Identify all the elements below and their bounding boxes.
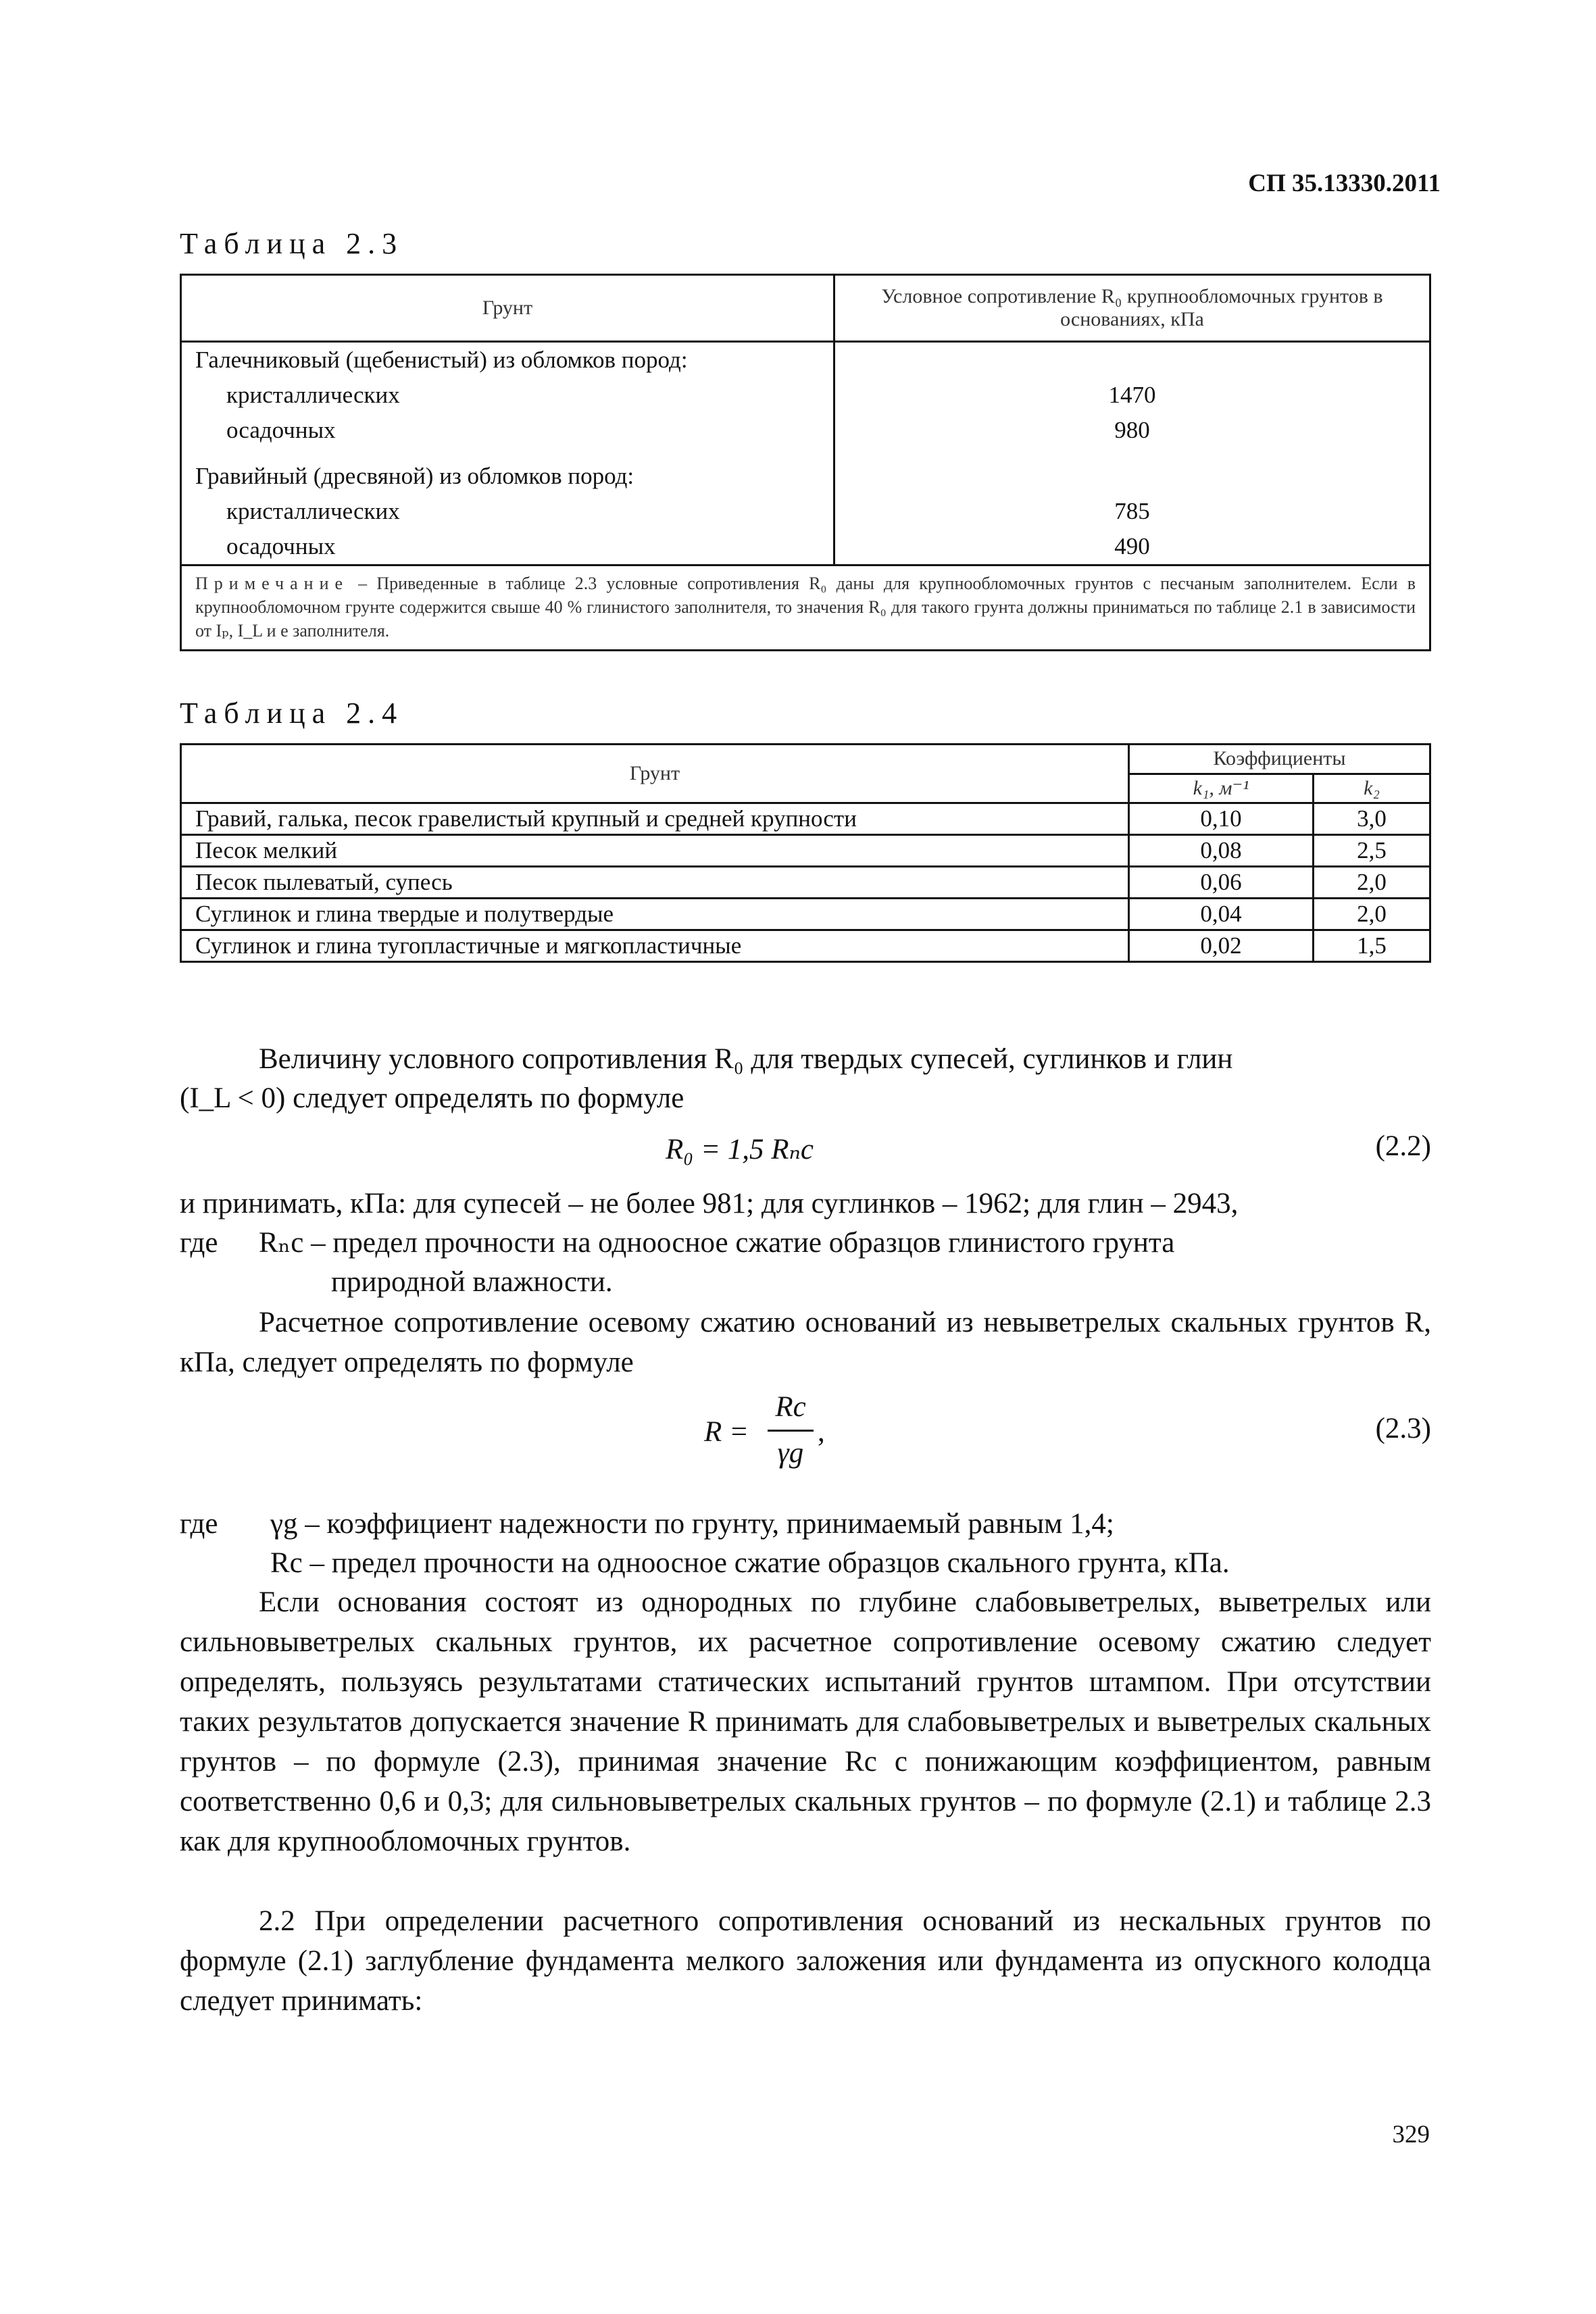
- row-name: осадочных: [226, 533, 336, 559]
- table-row: [181, 867, 1430, 899]
- cell-k2: 2,0: [1314, 899, 1430, 930]
- table-2-3-title: Таблица 2.3: [180, 227, 404, 260]
- formula-2-3-numerator: Rc: [775, 1391, 806, 1423]
- table-2-3-ground-cell: [181, 342, 834, 565]
- table-row: [181, 899, 1430, 930]
- where-2-line-1: γg – коэффициент надежности по грунту, принимаемый равным 1,4;: [270, 1508, 1114, 1540]
- where-2-line-2: Rc – предел прочности на одноосное сжатие образцов скального грунта, кПа.: [270, 1547, 1230, 1579]
- group-label: Гравийный (дресвяной) из обломков пород:: [195, 463, 634, 489]
- table-row: [181, 835, 1430, 867]
- note-label: Примечание: [195, 574, 349, 593]
- formula-2-2: R₀ = 1,5 Rₙc: [666, 1134, 814, 1165]
- cell-ground: Суглинок и глина твердые и полутвердые: [181, 899, 1129, 930]
- cell-k1: 0,02: [1129, 930, 1314, 962]
- row-name: кристаллических: [226, 382, 400, 408]
- group-label: Галечниковый (щебенистый) из обломков пород:: [195, 347, 688, 373]
- document-code: СП 35.13330.2011: [1248, 170, 1441, 197]
- formula-2-3-number: (2.3): [1375, 1413, 1431, 1444]
- cell-k1: 0,06: [1129, 867, 1314, 899]
- where-label-2: где: [180, 1508, 218, 1540]
- paragraph-1-line-2: (I_L < 0) следует определять по формуле: [180, 1082, 684, 1114]
- cell-ground: Песок мелкий: [181, 835, 1129, 867]
- cell-k1: 0,10: [1129, 803, 1314, 835]
- page-number: 329: [1392, 2121, 1430, 2148]
- note-text: – Приведенные в таблице 2.3 условные сопротивления R₀ даны для крупнообломочных грунтов с песчаным заполнителем. Если в крупнообломочном грунте содержится свыше 40 % глинистого заполнителя, то значения R₀ для такого грунта должны приниматься по таблице 2.1 в зависимости от Iₚ, I_L и e заполнителя.: [195, 574, 1416, 640]
- table-2-4-header-k1: k₁, м⁻¹: [1129, 774, 1314, 803]
- cell-ground: Гравий, галька, песок гравелистый крупный и средней крупности: [181, 803, 1129, 835]
- table-2-3-value-cell: [834, 342, 1430, 565]
- formula-2-3-tail: ,: [818, 1416, 825, 1448]
- row-value: 490: [1114, 533, 1150, 559]
- paragraph-1-line-1: Величину условного сопротивления R₀ для твердых супесей, суглинков и глин: [259, 1043, 1233, 1075]
- where-label-1: где: [180, 1227, 218, 1259]
- cell-k1: 0,04: [1129, 899, 1314, 930]
- row-name: кристаллических: [226, 498, 400, 524]
- formula-2-2-number: (2.2): [1375, 1130, 1431, 1162]
- row-value: 980: [1114, 417, 1150, 443]
- row-value: 1470: [1108, 382, 1156, 408]
- paragraph-4: Если основания состоят из однородных по глубине слабовыветрелых, выветрелых или сильновыветрелых скальных грунтов, их расчетное сопротивление осевому сжатию следует определять, пользуясь результатами статических испытаний грунтов штампом. При отсутствии таких результатов допускается значение R принимать для слабовыветрелых и выветрелых скальных грунтов – по формуле (2.3), принимая значение Rc с понижающим коэффициентом, равным соответственно 0,6 и 0,3; для сильновыветрелых скальных грунтов – по формуле (2.1) и таблице 2.3 как для крупнообломочных грунтов.: [180, 1586, 1431, 1857]
- formula-2-3-denominator: γg: [777, 1437, 804, 1469]
- paragraph-2: и принимать, кПа: для супесей – не более 981; для суглинков – 1962; для глин – 2943,: [180, 1188, 1239, 1219]
- where-1-line-1: Rₙc – предел прочности на одноосное сжатие образцов глинистого грунта: [259, 1227, 1175, 1259]
- table-2-3-header-ground: Грунт: [181, 275, 834, 342]
- paragraph-3: Расчетное сопротивление осевому сжатию оснований из невыветрелых скальных грунтов R, кПа, следует определять по формуле: [180, 1307, 1431, 1378]
- fraction-bar: [768, 1430, 814, 1432]
- table-2-4-header-coefficients: Коэффициенты: [1129, 745, 1430, 774]
- cell-ground: Суглинок и глина тугопластичные и мягкопластичные: [181, 930, 1129, 962]
- cell-k2: 1,5: [1314, 930, 1430, 962]
- row-value: 785: [1114, 498, 1150, 524]
- table-2-3-note: [181, 565, 1430, 651]
- where-1-line-2: природной влажности.: [331, 1266, 613, 1298]
- cell-k2: 3,0: [1314, 803, 1430, 835]
- table-2-4-title: Таблица 2.4: [180, 697, 404, 730]
- table-row: [181, 930, 1430, 962]
- formula-2-3-lhs: R =: [704, 1416, 749, 1448]
- table-2-3: [180, 274, 1431, 651]
- table-2-3-header-resistance: Условное сопротивление R₀ крупнообломочных грунтов в основаниях, кПа: [834, 275, 1430, 342]
- table-2-4: [180, 743, 1431, 963]
- paragraph-5: 2.2 При определении расчетного сопротивления оснований из нескальных грунтов по формуле (2.1) заглубление фундамента мелкого заложения или фундамента из опускного колодца следует принимать:: [180, 1905, 1431, 2017]
- table-2-4-header-k2: k₂: [1314, 774, 1430, 803]
- table-row: [181, 803, 1430, 835]
- cell-k2: 2,5: [1314, 835, 1430, 867]
- table-2-4-header-ground: Грунт: [181, 745, 1129, 803]
- cell-k1: 0,08: [1129, 835, 1314, 867]
- cell-k2: 2,0: [1314, 867, 1430, 899]
- cell-ground: Песок пылеватый, супесь: [181, 867, 1129, 899]
- row-name: осадочных: [226, 417, 336, 443]
